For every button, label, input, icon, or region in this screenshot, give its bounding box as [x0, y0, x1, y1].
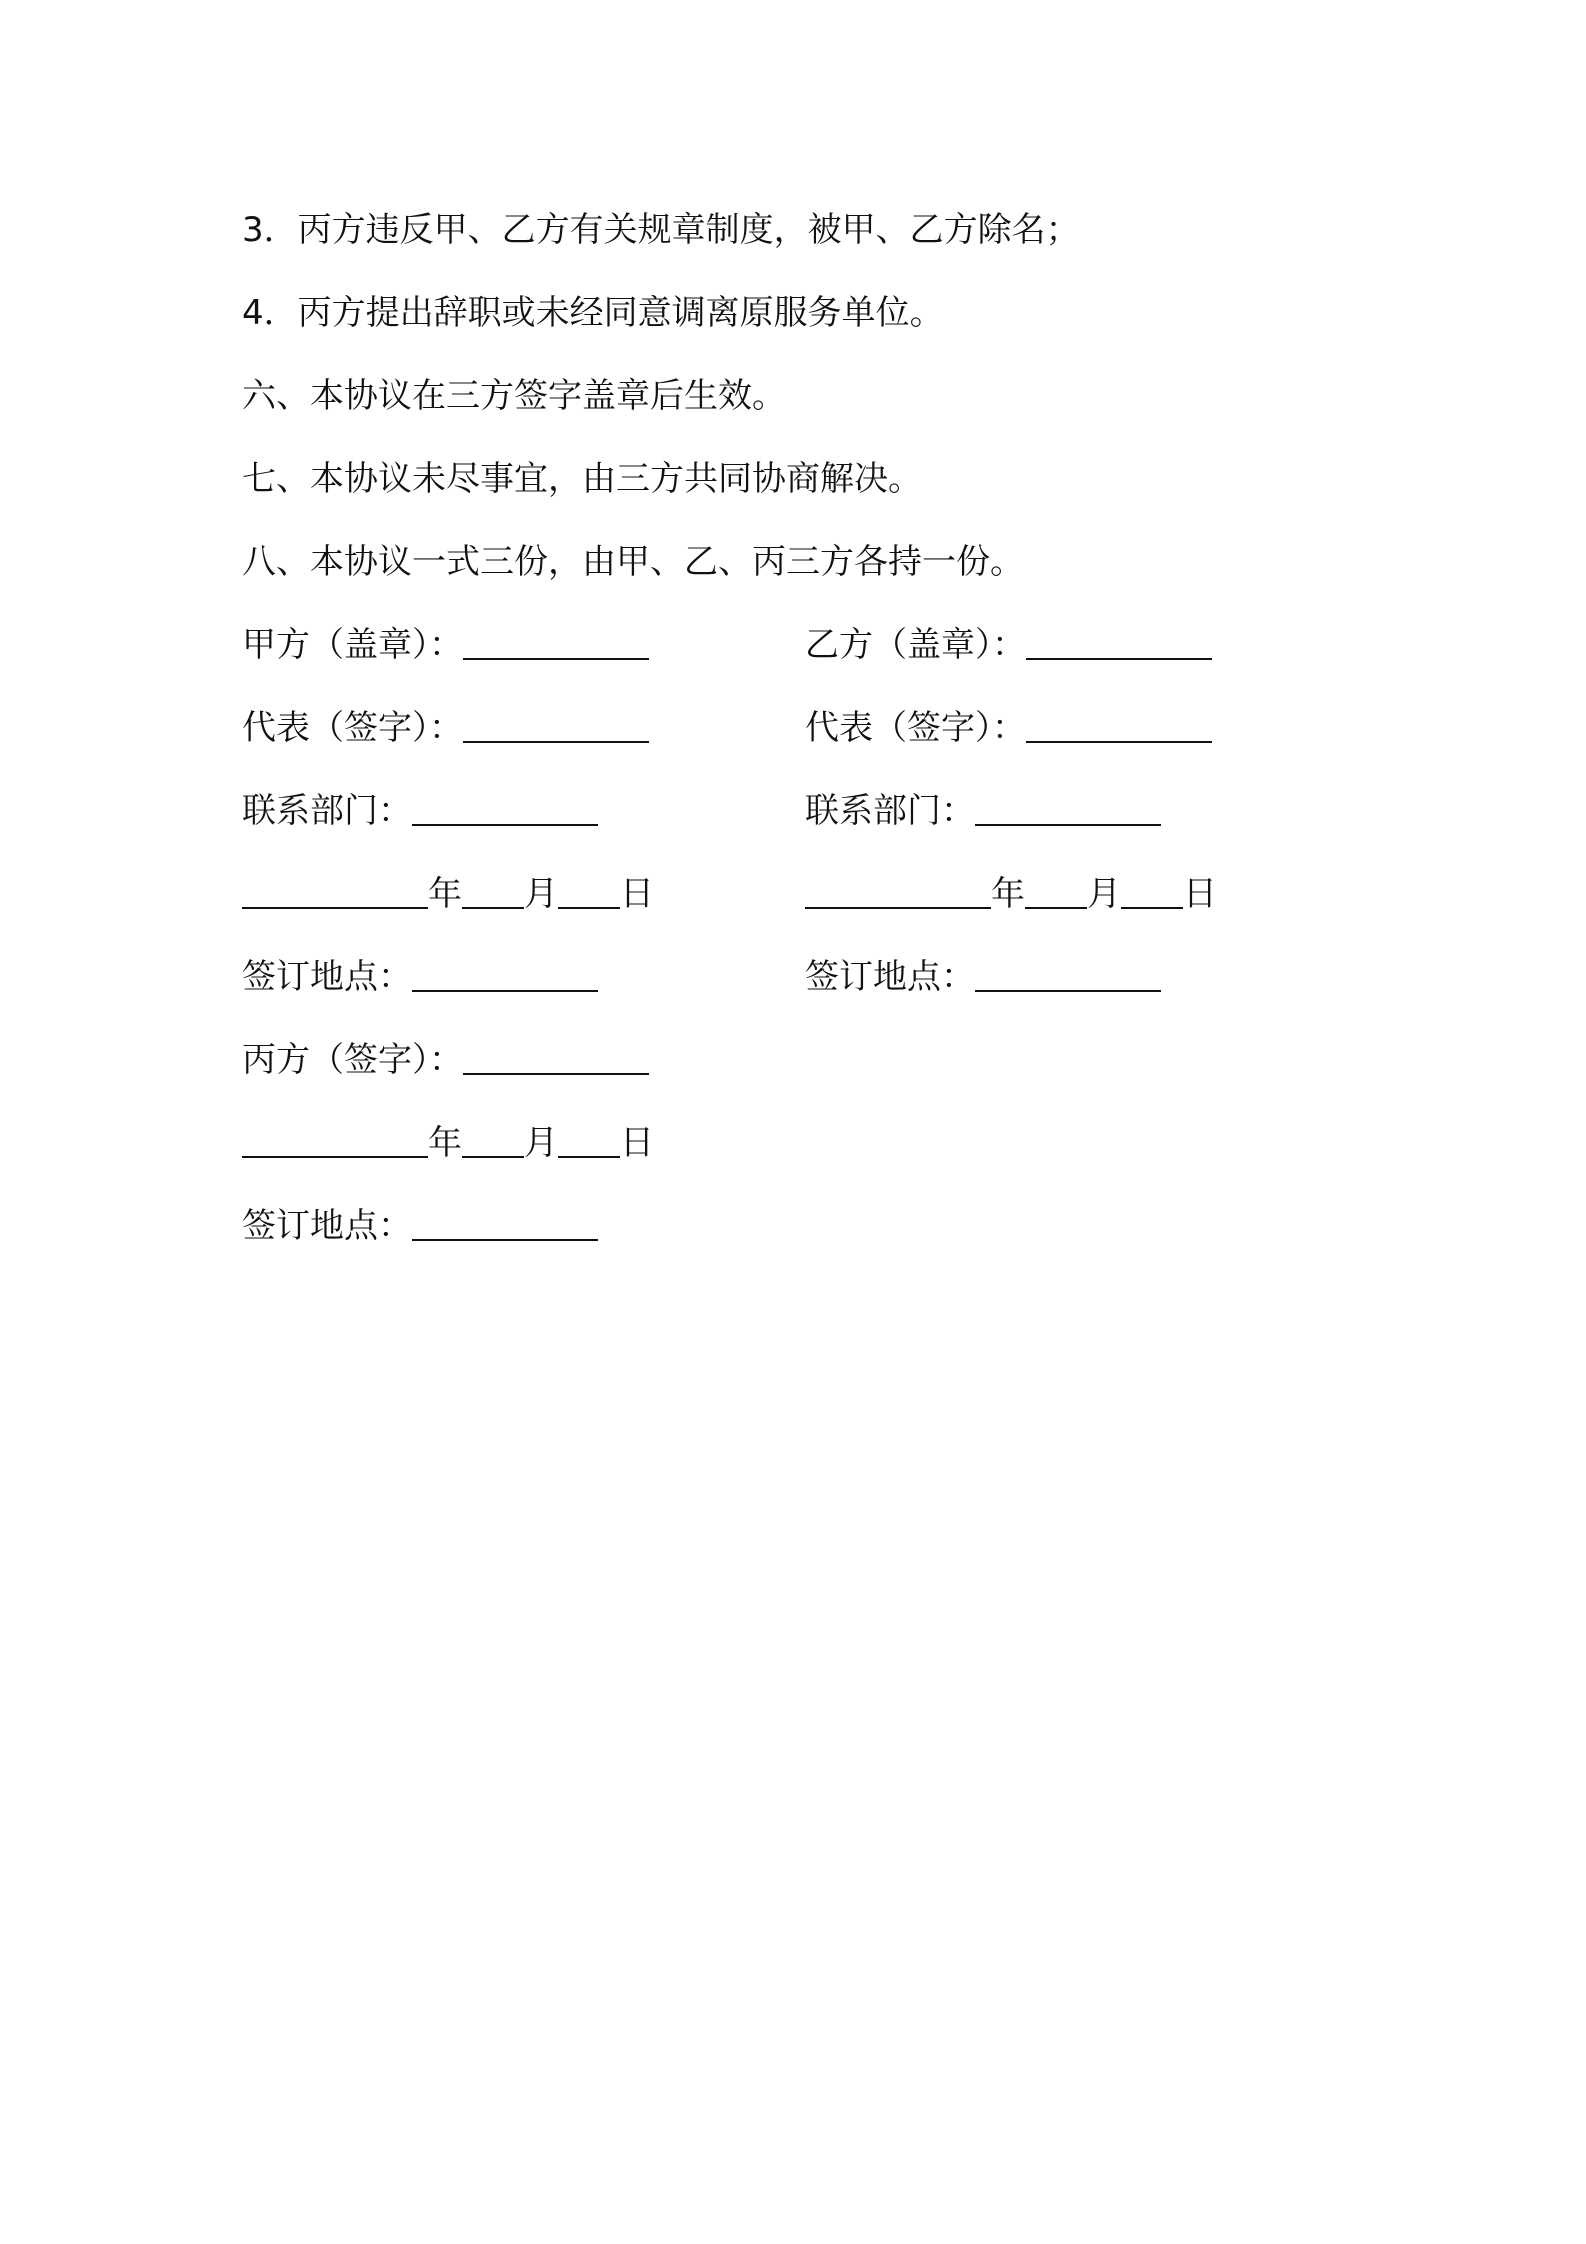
- party-c-place-label: 签订地点：: [242, 1206, 412, 1246]
- month-label: 月: [1087, 874, 1121, 914]
- party-a-seal-row: [242, 623, 649, 667]
- party-c-sign-label: 丙方（签字）：: [242, 1040, 463, 1080]
- party-a-month-blank[interactable]: [462, 877, 524, 909]
- party-b-place-label: 签订地点：: [805, 957, 975, 997]
- party-c-place-blank[interactable]: [412, 1209, 598, 1241]
- party-b-dept-label: 联系部门：: [805, 791, 975, 831]
- party-b-dept-blank[interactable]: [975, 794, 1161, 826]
- clause-4: 4．丙方提出辞职或未经同意调离原服务单位。: [242, 293, 944, 333]
- clause-eight: 八、本协议一式三份，由甲、乙、丙三方各持一份。: [242, 542, 1024, 582]
- party-a-rep-label: 代表（签字）：: [242, 708, 463, 748]
- party-a-seal-label: 甲方（盖章）：: [242, 625, 463, 665]
- year-label: 年: [428, 874, 462, 914]
- party-b-rep-blank[interactable]: [1026, 711, 1212, 743]
- party-c-date-row: [242, 1121, 654, 1165]
- party-b-place-blank[interactable]: [975, 960, 1161, 992]
- party-c-month-blank[interactable]: [462, 1126, 524, 1158]
- party-a-rep-blank[interactable]: [463, 711, 649, 743]
- party-a-seal-blank[interactable]: [463, 628, 649, 660]
- party-b-place-row: [805, 955, 1161, 999]
- day-label: 日: [1183, 874, 1217, 914]
- party-a-place-row: [242, 955, 598, 999]
- party-b-date-row: [805, 872, 1217, 916]
- party-b-seal-row: [805, 623, 1212, 667]
- party-a-dept-row: [242, 789, 598, 833]
- clause-six: 六、本协议在三方签字盖章后生效。: [242, 376, 786, 416]
- party-c-day-blank[interactable]: [558, 1126, 620, 1158]
- day-label: 日: [620, 1123, 654, 1163]
- party-b-seal-blank[interactable]: [1026, 628, 1212, 660]
- party-b-dept-row: [805, 789, 1161, 833]
- party-b-seal-label: 乙方（盖章）：: [805, 625, 1026, 665]
- party-a-dept-label: 联系部门：: [242, 791, 412, 831]
- party-a-rep-row: [242, 706, 649, 750]
- month-label: 月: [524, 1123, 558, 1163]
- party-c-place-row: [242, 1204, 598, 1248]
- party-c-year-blank[interactable]: [242, 1126, 428, 1158]
- clause-3: 3．丙方违反甲、乙方有关规章制度，被甲、乙方除名；: [242, 210, 1080, 250]
- party-b-year-blank[interactable]: [805, 877, 991, 909]
- party-b-day-blank[interactable]: [1121, 877, 1183, 909]
- party-a-place-blank[interactable]: [412, 960, 598, 992]
- party-b-rep-label: 代表（签字）：: [805, 708, 1026, 748]
- party-a-year-blank[interactable]: [242, 877, 428, 909]
- party-a-date-row: [242, 872, 654, 916]
- clause-seven: 七、本协议未尽事宜，由三方共同协商解决。: [242, 459, 922, 499]
- party-c-sign-row: [242, 1038, 649, 1082]
- party-a-dept-blank[interactable]: [412, 794, 598, 826]
- party-a-day-blank[interactable]: [558, 877, 620, 909]
- year-label: 年: [428, 1123, 462, 1163]
- party-b-rep-row: [805, 706, 1212, 750]
- party-c-sign-blank[interactable]: [463, 1043, 649, 1075]
- party-b-month-blank[interactable]: [1025, 877, 1087, 909]
- party-a-place-label: 签订地点：: [242, 957, 412, 997]
- day-label: 日: [620, 874, 654, 914]
- month-label: 月: [524, 874, 558, 914]
- year-label: 年: [991, 874, 1025, 914]
